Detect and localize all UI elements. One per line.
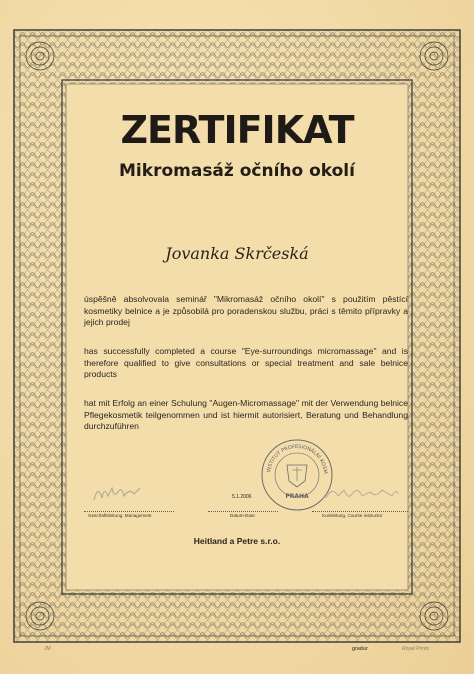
paragraph-czech: úspěšně absolvovala seminář "Mikromasáž očního okolí" s použitím pěstící kosmetiky belnice a je způsobilá pro poradenskou službu, práci s těmito přípravky a jejich prodej	[84, 294, 408, 328]
instructor-signature-line	[312, 511, 408, 512]
certificate-title: ZERTIFIKAT	[120, 108, 354, 152]
course-subtitle: Mikromasáž očního okolí	[119, 161, 355, 181]
paragraph-english: has successfully completed a course "Eye-surroundings micromassage" and is therefore qualified to give consultations or special treatment and sale belnice products	[84, 346, 408, 380]
stamp-city: PRAHA	[285, 493, 309, 500]
date-line	[208, 511, 278, 512]
footer-left: JM	[44, 646, 51, 652]
paragraph-german: hat mit Erfolg an einer Schulung "Augen-Micromassage" mit der Verwendung belnice Pflegekosmetik teilgenommen und ist hiermit autorisiert, Beratung und Behandlung durchzuführen	[84, 398, 408, 432]
date-label: Datum-Date	[230, 513, 255, 518]
stamp-text: INSTITUT PROFESIONÁLNÍ KOSM	[266, 443, 329, 475]
footer-right: Royal Prints	[402, 646, 429, 652]
recipient-name: Jovanka Skrčeská	[165, 244, 309, 263]
instructor-label: Kursleitung, Course instructor	[322, 513, 383, 518]
management-signature-line	[84, 511, 174, 512]
svg-text:INSTITUT PROFESIONÁLNÍ KOSMETI	[259, 437, 328, 474]
management-signature	[90, 478, 150, 508]
footer-mid: gradur	[352, 646, 368, 652]
management-label: Geschäftsleitung, Management	[88, 513, 152, 518]
company-name: Heitland a Petre s.r.o.	[193, 536, 281, 546]
issue-date: 5.1.2006	[232, 494, 252, 500]
instructor-signature	[322, 482, 402, 508]
